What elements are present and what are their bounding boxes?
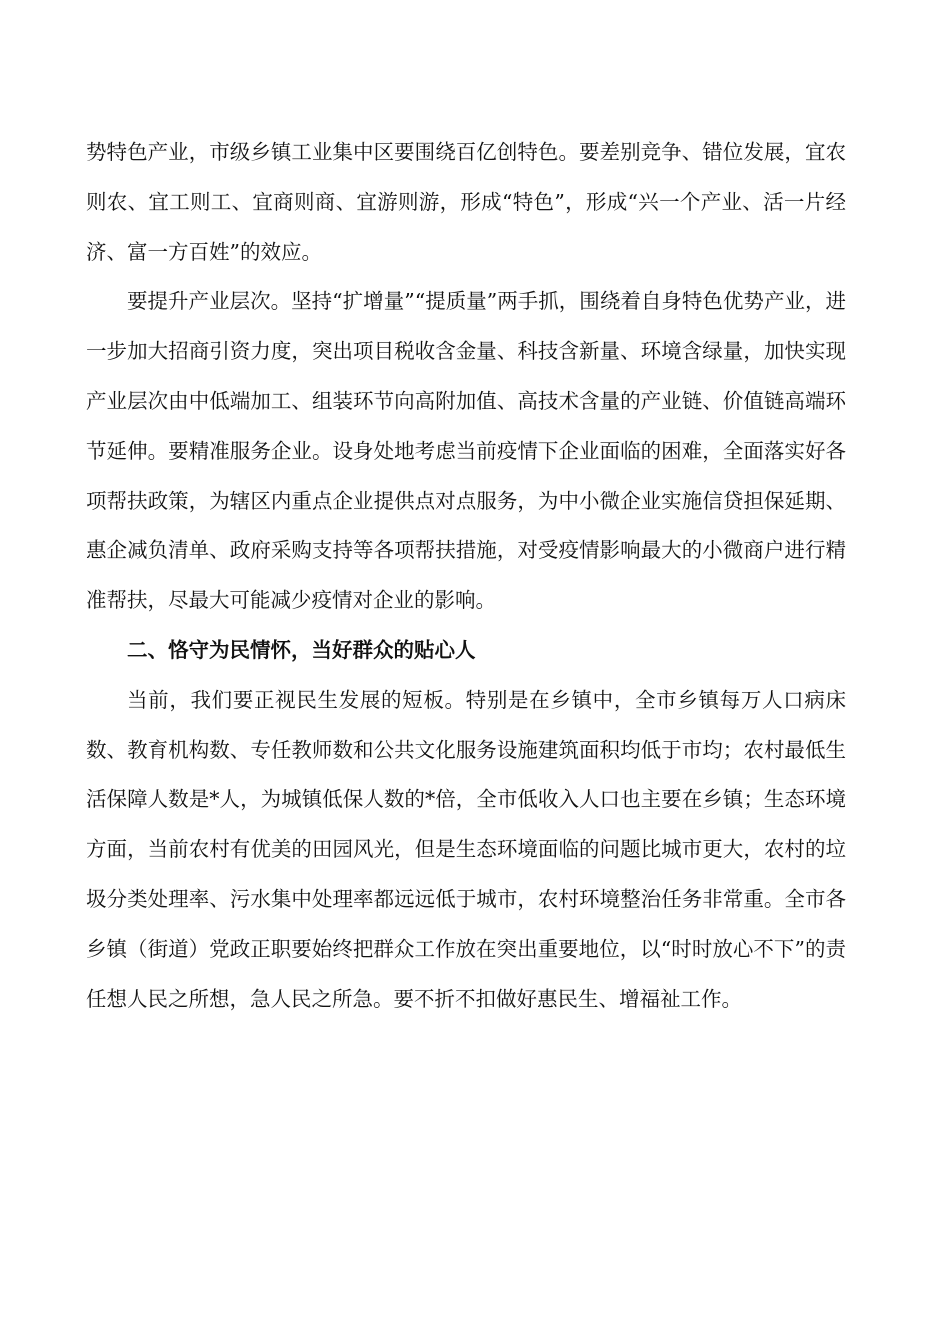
- paragraph-continuation: 势特色产业，市级乡镇工业集中区要围绕百亿创特色。要差别竞争、错位发展，宜农则农、宜工则工、宜商则商、宜游则游，形成“特色”，形成“兴一个产业、活一片经济、富一方百姓”的效应。: [86, 140, 846, 264]
- paragraph-livelihood: 当前，我们要正视民生发展的短板。特别是在乡镇中，全市乡镇每万人口病床数、教育机构数、专任教师数和公共文化服务设施建筑面积均低于市均；农村最低生活保障人数是*人，为城镇低保人数的*倍，全市低收入人口也主要在乡镇；生态环境方面，当前农村有优美的田园风光，但是生态环境面临的问题比城市更大，农村的垃圾分类处理率、污水集中处理率都远远低于城市，农村环境整治任务非常重。全市各乡镇（街道）党政正职要始终把群众工作放在突出重要地位，以“时时放心不下”的责任想人民之所想，急人民之所急。要不折不扣做好惠民生、增福祉工作。: [86, 687, 846, 1011]
- paragraph-industry-level: 要提升产业层次。坚持“扩增量”“提质量”两手抓，围绕着自身特色优势产业，进一步加大招商引资力度，突出项目税收含金量、科技含新量、环境含绿量，加快实现产业层次由中低端加工、组装环节向高附加值、高技术含量的产业链、价值链高端环节延伸。要精准服务企业。设身处地考虑当前疫情下企业面临的困难，全面落实好各项帮扶政策，为辖区内重点企业提供点对点服务，为中小微企业实施信贷担保延期、惠企减负清单、政府采购支持等各项帮扶措施，对受疫情影响最大的小微商户进行精准帮扶，尽最大可能减少疫情对企业的影响。: [86, 289, 846, 613]
- section-heading: 二、恪守为民情怀，当好群众的贴心人: [127, 637, 476, 662]
- document-body: [86, 128, 846, 1024]
